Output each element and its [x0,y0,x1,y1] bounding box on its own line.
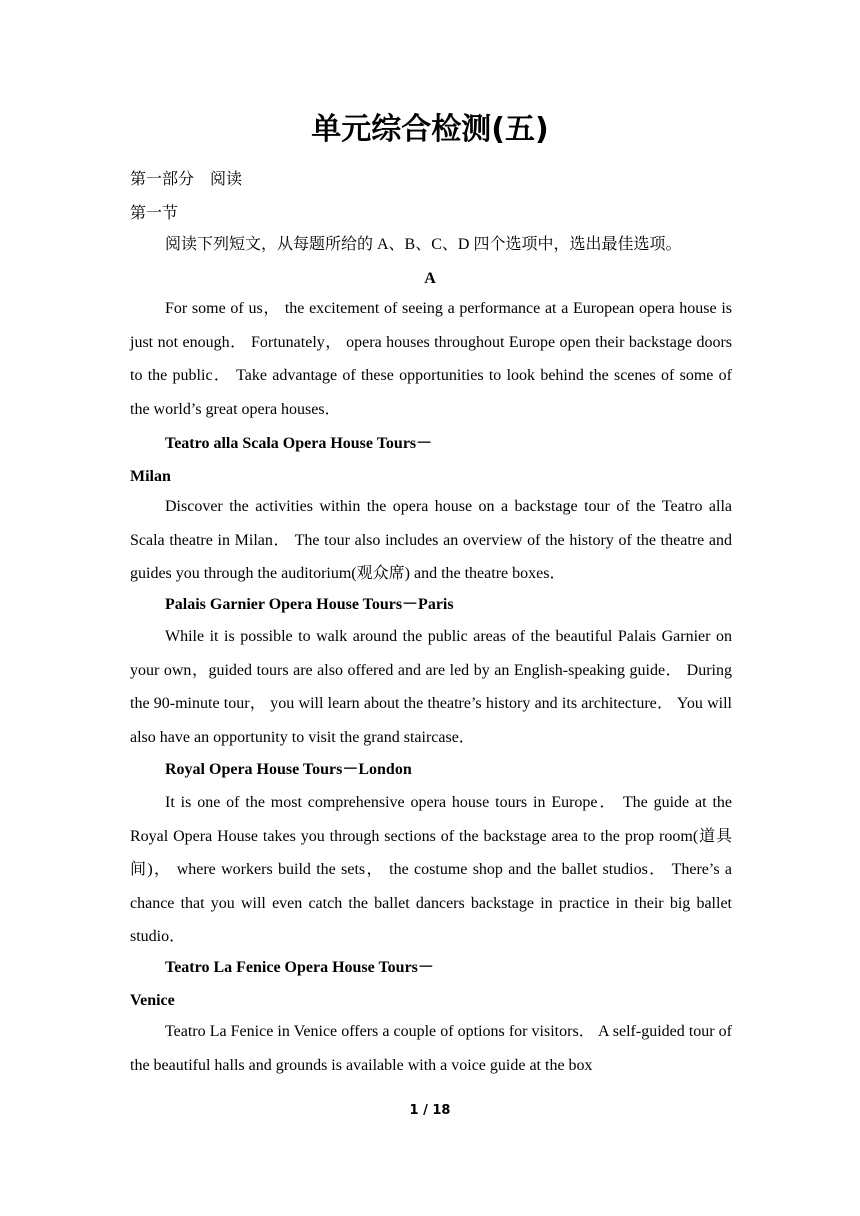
section-text-london: It is one of the most comprehensive opera house tours in Europe． The guide at the Royal Opera House takes you through sections of the backstage area to the prop room(道具间)， where workers build the sets， the costume shop and the ballet studios． There’s a chance that you will even catch the ballet dancers backstage in practice in their big ballet studio． [130,794,732,945]
section-heading-venice-cont: Venice [130,992,175,1009]
section-text-milan: Discover the activities within the opera house on a backstage tour of the Teatro alla Scala theatre in Milan． The tour also includes an overview of the history of the theatre and guides you through the auditorium(观众席) and the theatre boxes． [130,498,732,582]
intro-paragraph: For some of us， the excitement of seeing a performance at a European opera house is just not enough． Fortunately， opera houses throughout Europe open their backstage doors to the public． Take advantage of these opportunities to look behind the scenes of some of the world’s great opera houses． [130,300,732,418]
instruction-text: 阅读下列短文，从每题所给的 A、B、C、D 四个选项中，选出最佳选项。 [165,236,682,253]
section-heading-london: Royal Opera House Tours－London [165,761,412,778]
passage-label: A [424,270,436,287]
page-title: 单元综合检测(五) [311,112,549,147]
section-text-venice: Teatro La Fenice in Venice offers a couple of options for visitors． A self-guided tour of the beautiful halls and grounds is available with a voice guide at the box [130,1023,732,1074]
section-heading-milan: Teatro alla Scala Opera House Tours－ [165,435,433,452]
section-heading: 第一节 [130,203,179,222]
page-number: 1 / 18 [409,1103,451,1118]
section-text-paris: While it is possible to walk around the public areas of the beautiful Palais Garnier on your own，guided tours are also offered and are led by an English-speaking guide． During the 90-minute tour， you will learn about the theatre’s history and its architecture． You will also have an opportunity to visit the grand staircase． [130,628,733,746]
section-heading-paris: Palais Garnier Opera House Tours－Paris [165,596,454,613]
part-heading: 第一部分 阅读 [130,169,243,188]
section-heading-venice: Teatro La Fenice Opera House Tours－ [165,959,434,976]
section-heading-milan-cont: Milan [130,468,171,485]
